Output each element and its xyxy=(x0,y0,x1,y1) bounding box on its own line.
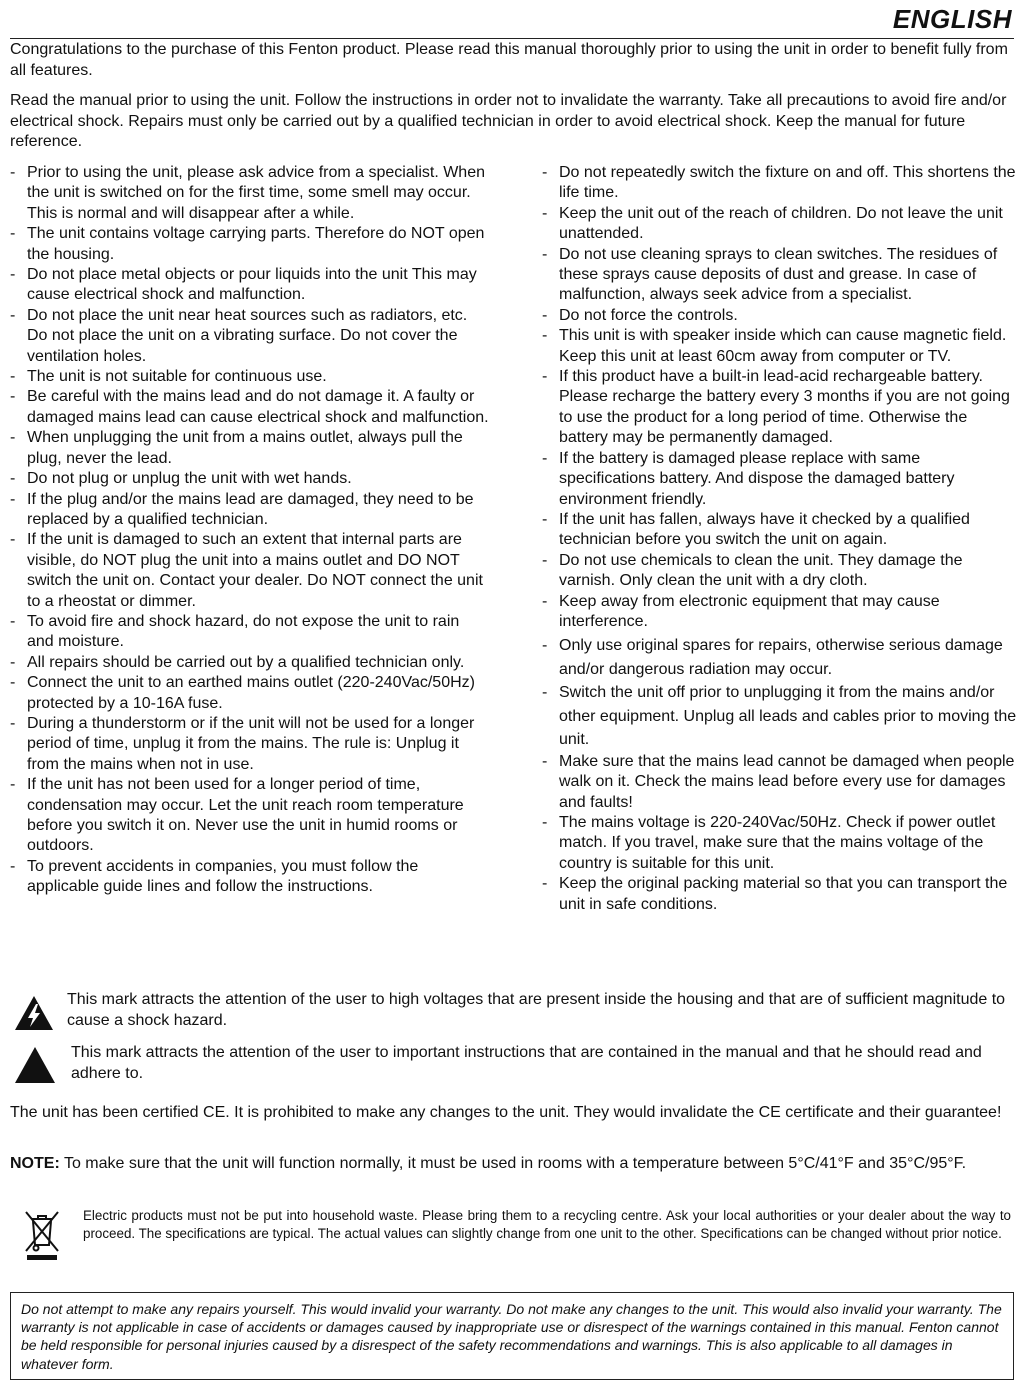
list-dash: - xyxy=(542,592,548,610)
ce-certification-text: The unit has been certified CE. It is prohibited to make any changes to the unit. They would invalidate the CE certificate and their guarantee! xyxy=(10,1104,1002,1121)
list-dash: - xyxy=(10,674,16,692)
list-dash: - xyxy=(542,245,548,263)
list-dash: - xyxy=(10,776,16,794)
list-item: - The unit contains voltage carrying parts. Therefore do NOT open the housing. xyxy=(10,225,485,263)
list-dash: - xyxy=(542,875,548,893)
list-item: - If the unit has not been used for a longer period of time, condensation may occur. Let the unit reach room temperature before you switch it on. Never use the unit in humid rooms or outdoors. xyxy=(10,776,464,855)
list-item: - Do not repeatedly switch the fixture on and off. This shortens the life time. xyxy=(542,164,1016,202)
list-dash: - xyxy=(542,637,548,655)
list-dash: - xyxy=(542,368,548,386)
high-voltage-warning-text: This mark attracts the attention of the user to high voltages that are present inside the housing and that are of sufficient magnitude to cause a shock hazard. xyxy=(67,991,1006,1029)
list-item: - If the unit has fallen, always have it checked by a qualified technician before you switch the unit on again. xyxy=(542,510,970,549)
list-dash: - xyxy=(10,164,16,181)
manual-page xyxy=(10,0,1017,1372)
note-label: NOTE: xyxy=(10,1155,60,1172)
list-dash: - xyxy=(10,612,16,630)
crossed-out-wheelie-bin-icon xyxy=(24,1209,60,1266)
list-item: - Switch the unit off prior to unplugging it from the mains and/or other equipment. Unplug all leads and cables prior to moving the unit. xyxy=(542,681,1017,752)
list-item: - Be careful with the mains lead and do not damage it. A faulty or damaged mains lead can cause electrical shock and malfunction. xyxy=(10,388,489,426)
list-item: - Keep the original packing material so that you can transport the unit in safe conditions. xyxy=(542,875,1008,913)
list-dash: - xyxy=(10,531,16,549)
warranty-disclaimer-text: Do not attempt to make any repairs yourself. This would invalid your warranty. Do not make any changes to the unit. This would also invalid your warranty. The warranty is not applicable in case of accidents or damages caused by inappropriate use or disrespect of the warnings contained in this manual. Fenton cannot be held responsible for personal injuries caused by a disrespect of the safety recommendations and warnings. This is also applicable to all damages in whatever form. xyxy=(21,1301,1002,1372)
list-dash: - xyxy=(542,814,548,832)
list-item: - The unit is not suitable for continuous use. xyxy=(10,367,490,387)
list-dash: - xyxy=(10,225,16,243)
list-dash: - xyxy=(542,204,548,222)
list-dash: - xyxy=(542,752,548,770)
list-dash: - xyxy=(10,490,16,508)
list-item: - Do not use cleaning sprays to clean switches. The residues of these sprays cause deposits of dust and grease. In case of malfunction, always seek advice from a specialist. xyxy=(542,245,998,304)
list-item: - Do not plug or unplug the unit with wet hands. xyxy=(10,469,490,489)
list-item: - Do not place the unit near heat sources such as radiators, etc. Do not place the unit on a vibrating surface. Do not cover the ventilation holes. xyxy=(10,306,468,365)
language-title: ENGLISH xyxy=(892,4,1012,34)
list-item: - Connect the unit to an earthed mains outlet (220-240Vac/50Hz) protected by a 10-16A fuse. xyxy=(10,674,475,712)
list-item: - All repairs should be carried out by a qualified technician only. xyxy=(10,653,490,673)
list-dash: - xyxy=(10,857,16,875)
list-dash: - xyxy=(10,306,16,324)
list-item: - Make sure that the mains lead cannot be damaged when people walk on it. Check the mains lead before every use for damages and faults! xyxy=(542,752,1015,811)
list-item: - If the unit is damaged to such an extent that internal parts are visible, do NOT plug the unit into a mains outlet and DO NOT switch the unit on. Contact your dealer. Do NOT connect the unit to a rheostat or dimmer. xyxy=(10,531,483,610)
list-dash: - xyxy=(10,714,16,732)
instructions-warning-text: This mark attracts the attention of the user to important instructions that are contained in the manual and that he should read and adhere to. xyxy=(71,1044,982,1082)
list-item: - During a thunderstorm or if the unit will not be used for a longer period of time, unplug it from the mains. The rule is: Unplug it from the mains when not in use. xyxy=(10,714,475,773)
note-paragraph xyxy=(10,1154,1010,1175)
list-item: - To avoid fire and shock hazard, do not expose the unit to rain and moisture. xyxy=(10,612,460,651)
list-item: - Only use original spares for repairs, otherwise serious damage and/or dangerous radiation may occur. xyxy=(542,634,1017,681)
list-item: - Prior to using the unit, please ask advice from a specialist. When the unit is switched on for the first time, some smell may occur. This is normal and will disappear after a while. xyxy=(10,164,485,222)
list-item: - The mains voltage is 220-240Vac/50Hz. Check if power outlet match. If you travel, make sure that the mains voltage of the country is suitable for this unit. xyxy=(542,814,996,872)
list-dash: - xyxy=(542,164,548,181)
intro-paragraph-1: Congratulations to the purchase of this Fenton product. Please read this manual thoroughly prior to using the unit in order to benefit fully from all features. xyxy=(10,41,1008,79)
recycling-notice-text: Electric products must not be put into household waste. Please bring them to a recycling centre. Ask your local authorities or your dealer about the way to proceed. The specifications are typical. The actual values can slightly change from one unit to the other. Specifications can be changed without prior notice. xyxy=(83,1208,1011,1241)
page-header xyxy=(10,0,1014,39)
list-item: - To prevent accidents in companies, you must follow the applicable guide lines and follow the instructions. xyxy=(10,857,419,896)
list-item: - When unplugging the unit from a mains outlet, always pull the plug, never the lead. xyxy=(10,429,463,467)
list-dash: - xyxy=(10,388,16,406)
list-item: - Do not use chemicals to clean the unit. They damage the varnish. Only clean the unit with a dry cloth. xyxy=(542,551,963,590)
list-dash: - xyxy=(10,653,16,671)
list-dash: - xyxy=(10,470,16,488)
safety-list-right xyxy=(542,163,1017,915)
list-dash: - xyxy=(10,429,16,447)
list-item: - Do not place metal objects or pour liquids into the unit This may cause electrical shock and malfunction. xyxy=(10,266,477,304)
intro-paragraph-2: Read the manual prior to using the unit. Follow the instructions in order not to invalidate the warranty. Take all precautions to avoid fire and/or electrical shock. Repairs must only be carried out by a qualified technician in order to avoid electrical shock. Keep the manual for future reference. xyxy=(10,92,1007,150)
list-item: - Keep the unit out of the reach of children. Do not leave the unit unattended. xyxy=(542,204,1003,243)
safety-list-left xyxy=(10,163,490,898)
list-dash: - xyxy=(542,449,548,467)
list-dash: - xyxy=(542,327,548,345)
high-voltage-warning-icon xyxy=(14,995,54,1036)
list-dash: - xyxy=(542,551,548,569)
list-dash: - xyxy=(542,306,548,324)
note-text: To make sure that the unit will function normally, it must be used in rooms with a temperature between 5°C/41°F and 35°C/95°F. xyxy=(59,1155,967,1172)
list-item: - Do not force the controls. xyxy=(542,306,1017,326)
list-dash: - xyxy=(542,510,548,528)
warranty-disclaimer-box xyxy=(10,1292,1014,1380)
list-dash: - xyxy=(10,266,16,284)
list-item: - Keep away from electronic equipment that may cause interference. xyxy=(542,592,940,630)
exclamation-warning-icon xyxy=(14,1046,56,1089)
list-item: - If the plug and/or the mains lead are damaged, they need to be replaced by a qualified technician. xyxy=(10,490,474,528)
list-item: - This unit is with speaker inside which can cause magnetic field. Keep this unit at least 60cm away from computer or TV. xyxy=(542,327,1007,365)
list-dash: - xyxy=(10,368,16,386)
list-dash: - xyxy=(542,684,548,702)
list-item: - If this product have a built-in lead-acid rechargeable battery. Please recharge the battery every 3 months if you are not going to use the product for a long period of time. Otherwise the battery may be permanently damaged. xyxy=(542,368,1010,447)
list-item: - If the battery is damaged please replace with same specifications battery. And dispose the damaged battery environment friendly. xyxy=(542,449,955,508)
